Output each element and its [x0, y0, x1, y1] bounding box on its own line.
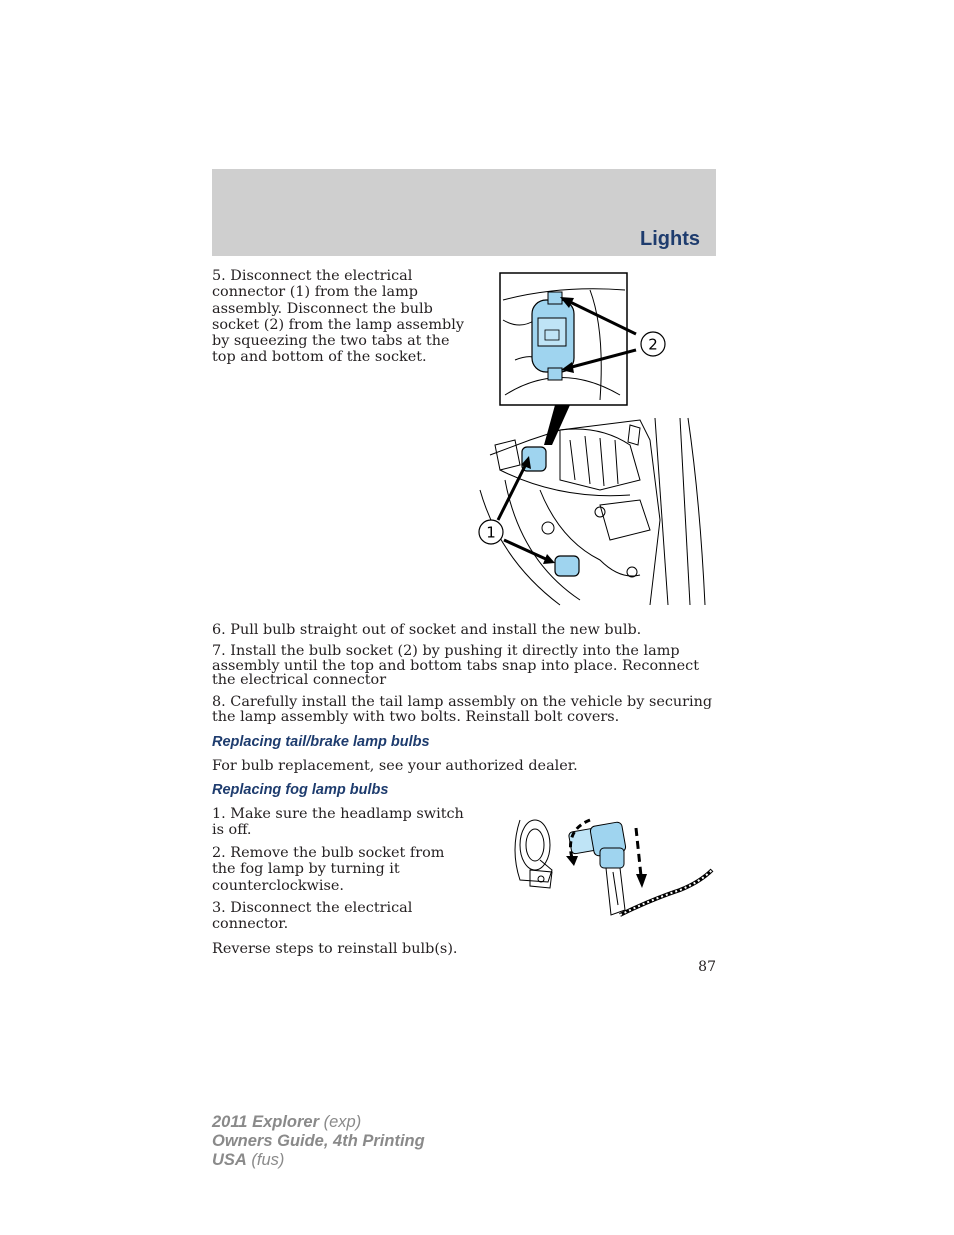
footer-market-code: (fus)	[246, 1151, 285, 1169]
fog-reverse-text: Reverse steps to reinstall bulb(s).	[212, 941, 458, 957]
footer-market: USA	[212, 1151, 247, 1169]
tail-brake-text: For bulb replacement, see your authorized dealer.	[212, 758, 578, 774]
section-header-band	[212, 169, 716, 256]
callout-1: 1	[486, 523, 496, 542]
fog-heading: Replacing fog lamp bulbs	[212, 782, 389, 798]
fog-step-1-text: 1. Make sure the headlamp switch is off.	[212, 806, 464, 839]
step-6-text: 6. Pull bulb straight out of socket and install the new bulb.	[212, 622, 642, 638]
step-5-text: 5. Disconnect the electrical connector (1) from the lamp assembly. Disconnect the bulb socket (2) from the lamp assembly by squeezing the two tabs at the top and bottom of the socket.	[212, 268, 464, 366]
footer-model: 2011 Explorer	[212, 1113, 320, 1131]
fog-lamp-illustration	[505, 810, 720, 930]
fog-step-2-text: 2. Remove the bulb socket from the fog lamp by turning it counterclockwise.	[212, 845, 445, 894]
footer-model-code: (exp)	[319, 1113, 362, 1131]
fog-step-3-text: 3. Disconnect the electrical connector.	[212, 900, 413, 933]
step-7-text: 7. Install the bulb socket (2) by pushing it directly into the lamp assembly until the top and bottom tabs snap into place. Reconnect the electrical connector	[212, 643, 699, 689]
footer-printing: Owners Guide, 4th Printing	[212, 1132, 425, 1150]
tail-brake-heading: Replacing tail/brake lamp bulbs	[212, 734, 430, 750]
footer	[212, 1113, 425, 1170]
tail-lamp-illustration	[478, 270, 714, 610]
callout-2: 2	[648, 335, 658, 354]
step-8-text: 8. Carefully install the tail lamp assembly on the vehicle by securing the lamp assembly with two bolts. Reinstall bolt covers.	[212, 694, 713, 725]
page-number: 87	[698, 959, 716, 975]
section-title: Lights	[640, 228, 700, 250]
